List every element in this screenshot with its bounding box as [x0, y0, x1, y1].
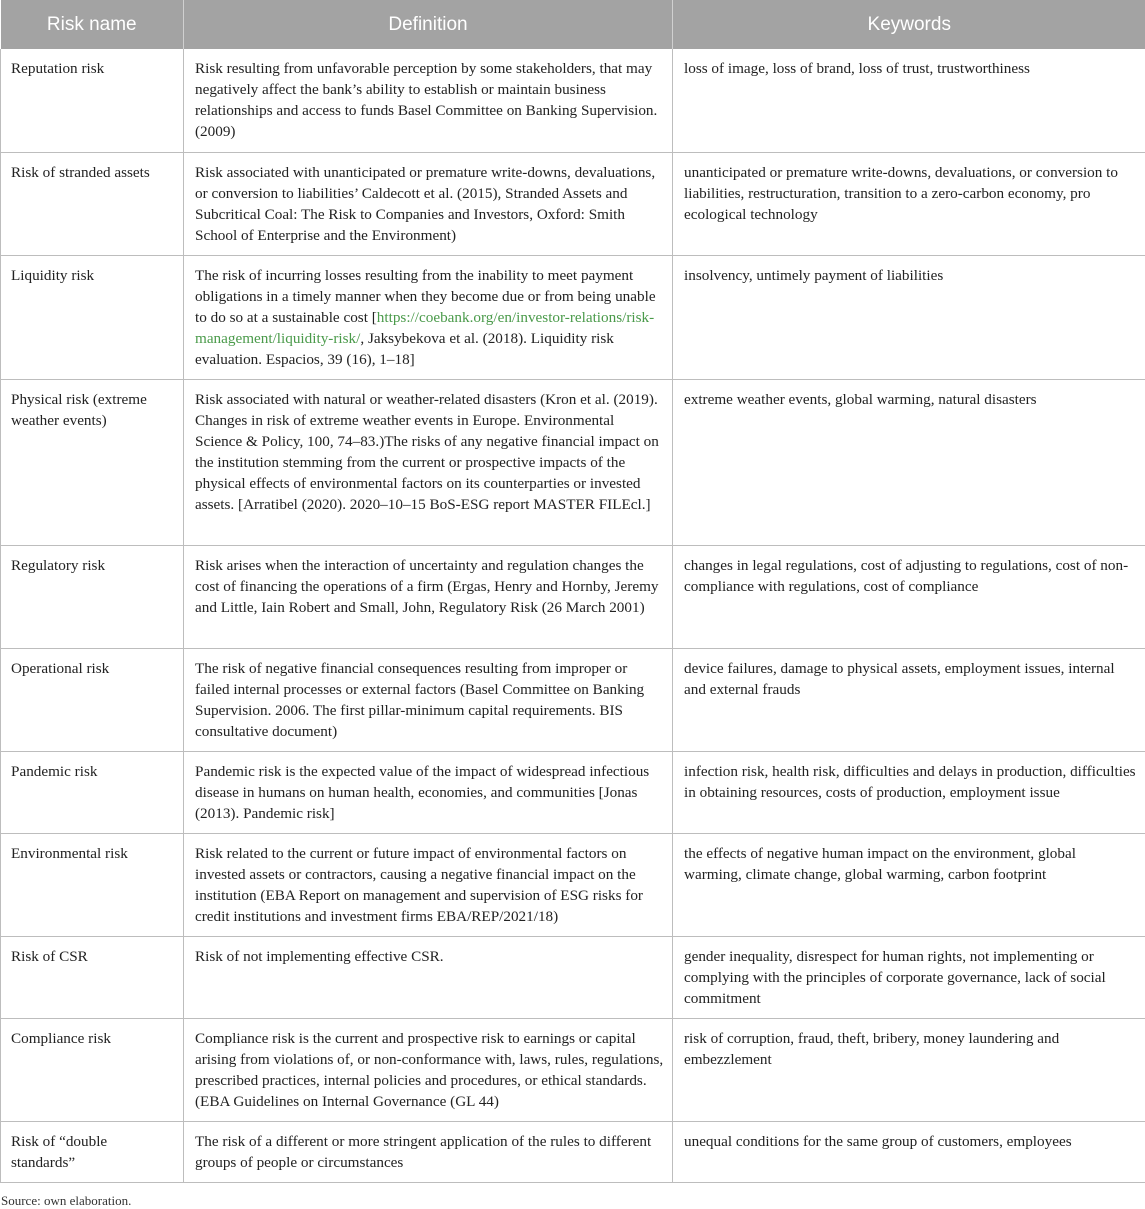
definition-cell: Pandemic risk is the expected value of the impact of widespread infectious disease in humans on human health, economies, and communities [Jonas (2013). Pandemic risk] [184, 751, 673, 833]
risk-name-cell: Operational risk [1, 648, 184, 751]
keywords-cell: unequal conditions for the same group of customers, employees [673, 1121, 1145, 1182]
keywords-cell: extreme weather events, global warming, natural disasters [673, 379, 1145, 545]
definition-text: The risk of incurring losses resulting from the inability to meet payment obligations in a timely manner when they become due or from being unable to do so at a sustainable cost [ [195, 266, 656, 326]
liquidity-risk-link[interactable]: https://coebank.org/en/investor-relations/risk-management/liquidity-risk/ [195, 308, 655, 347]
definition-cell: The risk of a different or more stringent application of the rules to different groups of people or circumstances [184, 1121, 673, 1182]
keywords-cell: changes in legal regulations, cost of adjusting to regulations, cost of non-compliance with regulations, cost of compliance [673, 545, 1145, 648]
risk-name-cell: Environmental risk [1, 833, 184, 936]
header-keywords: Keywords [673, 0, 1145, 49]
table-row [1, 49, 1145, 152]
table-row [1, 648, 1145, 751]
table-row [1, 936, 1145, 1018]
risk-name-cell: Risk of “double standards” [1, 1121, 184, 1182]
table-row [1, 751, 1145, 833]
header-definition: Definition [184, 0, 673, 49]
definition-cell: Risk associated with natural or weather-related disasters (Kron et al. (2019). Changes in risk of extreme weather events in Europe. Environmental Science & Policy, 100, 74–83.)The risks of any negative financial impact on the institution stemming from the current or prospective impacts of the physical effects of environmental factors on its counterparties or invested assets. [Arratibel (2020). 2020–10–15 BoS-ESG report MASTER FILEcl.] [184, 379, 673, 545]
table-row [1, 379, 1145, 545]
table-row [1, 833, 1145, 936]
definition-cell: Risk associated with unanticipated or premature write-downs, devaluations, or conversion to liabilities’ Caldecott et al. (2015), Stranded Assets and Subcritical Coal: The Risk to Companies and Investors, Oxford: Smith School of Enterprise and the Environment) [184, 152, 673, 255]
keywords-cell: the effects of negative human impact on the environment, global warming, climate change, global warming, carbon footprint [673, 833, 1145, 936]
risk-name-cell: Liquidity risk [1, 255, 184, 379]
keywords-cell: risk of corruption, fraud, theft, bribery, money laundering and embezzlement [673, 1018, 1145, 1121]
source-note: Source: own elaboration. [1, 1193, 132, 1208]
definition-text: , Jaksybekova et al. (2018). Liquidity risk evaluation. Espacios, 39 (16), 1–18] [195, 329, 614, 368]
header-row [1, 0, 1145, 49]
definition-cell: Risk of not implementing effective CSR. [184, 936, 673, 1018]
keywords-cell: gender inequality, disrespect for human rights, not implementing or complying with the principles of corporate governance, lack of social commitment [673, 936, 1145, 1018]
risk-name-cell: Risk of CSR [1, 936, 184, 1018]
definition-cell: Risk arises when the interaction of uncertainty and regulation changes the cost of financing the operations of a firm (Ergas, Henry and Hornby, Jeremy and Little, Iain Robert and Small, John, Regulatory Risk (26 March 2001) [184, 545, 673, 648]
risk-name-cell: Physical risk (extreme weather events) [1, 379, 184, 545]
definition-cell: Risk related to the current or future impact of environmental factors on invested assets or contractors, causing a negative financial impact on the institution (EBA Report on management and supervision of ESG risks for credit institutions and investment firms EBA/REP/2021/18) [184, 833, 673, 936]
table-row [1, 1018, 1145, 1121]
table-row [1, 152, 1145, 255]
keywords-cell: loss of image, loss of brand, loss of trust, trustworthiness [673, 49, 1145, 152]
table-row [1, 255, 1145, 379]
keywords-cell: unanticipated or premature write-downs, devaluations, or conversion to liabilities, restructuration, transition to a zero-carbon economy, pro ecological technology [673, 152, 1145, 255]
risk-name-cell: Compliance risk [1, 1018, 184, 1121]
table-row [1, 1121, 1145, 1182]
table-header [1, 0, 1145, 49]
risk-name-cell: Risk of stranded assets [1, 152, 184, 255]
keywords-cell: infection risk, health risk, difficulties and delays in production, difficulties in obtaining resources, costs of production, employment issue [673, 751, 1145, 833]
table-row [1, 545, 1145, 648]
table-body [1, 49, 1145, 1182]
risk-name-cell: Pandemic risk [1, 751, 184, 833]
definition-cell: The risk of negative financial consequences resulting from improper or failed internal processes or external factors (Basel Committee on Banking Supervision. 2006. The first pillar-minimum capital requirements. BIS consultative document) [184, 648, 673, 751]
keywords-cell: insolvency, untimely payment of liabilities [673, 255, 1145, 379]
risk-name-cell: Reputation risk [1, 49, 184, 152]
definition-cell [184, 255, 673, 379]
keywords-cell: device failures, damage to physical assets, employment issues, internal and external frauds [673, 648, 1145, 751]
header-risk-name: Risk name [1, 0, 184, 49]
definition-cell: Risk resulting from unfavorable perception by some stakeholders, that may negatively affect the bank’s ability to establish or maintain business relationships and access to funds Basel Committee on Banking Supervision. (2009) [184, 49, 673, 152]
risk-name-cell: Regulatory risk [1, 545, 184, 648]
definition-cell: Compliance risk is the current and prospective risk to earnings or capital arising from violations of, or non-conformance with, laws, rules, regulations, prescribed practices, internal policies and procedures, or ethical standards. (EBA Guidelines on Internal Governance (GL 44) [184, 1018, 673, 1121]
